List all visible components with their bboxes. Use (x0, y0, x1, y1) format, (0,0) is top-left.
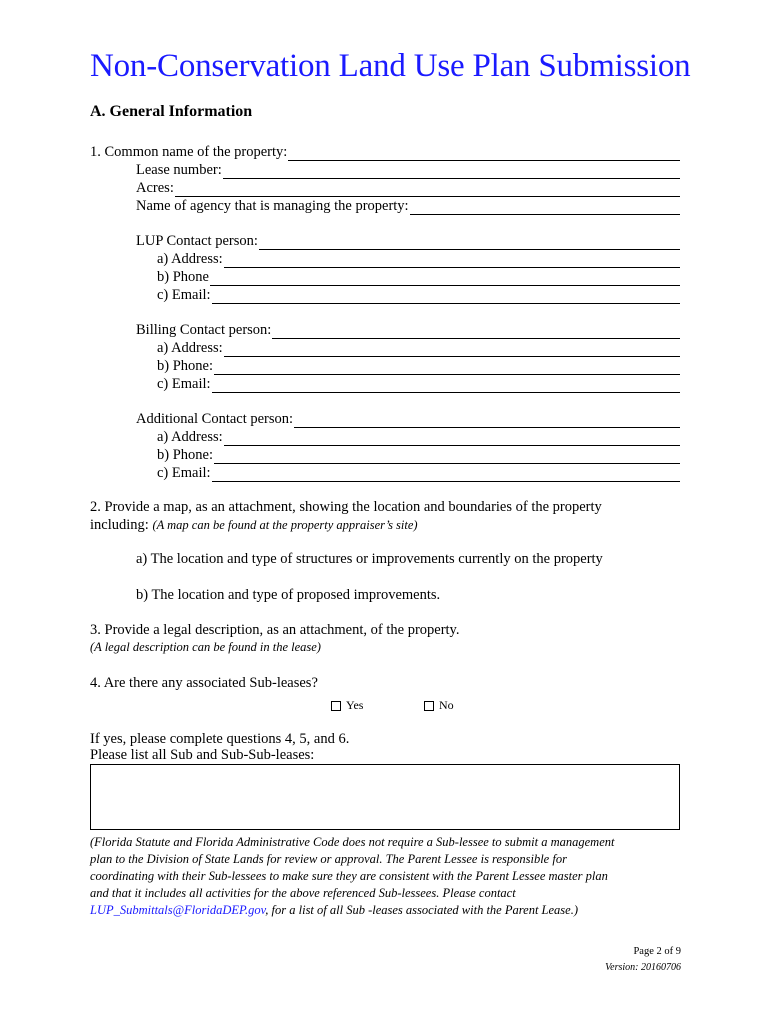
common-name-label: 1. Common name of the property: (90, 144, 288, 160)
sublease-footnote (90, 834, 690, 919)
section-a-heading: A. General Information (90, 103, 253, 120)
additional-address-label: a) Address: (157, 429, 223, 445)
billing-phone-label: b) Phone: (157, 358, 213, 374)
billing-address-line[interactable] (224, 340, 680, 357)
additional-address-field[interactable] (157, 428, 680, 446)
common-name-line[interactable] (288, 144, 680, 161)
q2-text: 2. Provide a map, as an attachment, showing the location and boundaries of the property (90, 499, 602, 515)
q2-note: (A map can be found at the property appraiser’s site) (152, 518, 418, 532)
billing-contact-line[interactable] (272, 322, 680, 339)
lup-email-label: c) Email: (157, 287, 211, 303)
lease-number-label: Lease number: (136, 162, 222, 178)
agency-line[interactable] (410, 198, 680, 215)
footnote-line-1: (Florida Statute and Florida Administrative Code does not require a Sub-lessee to submit a management (90, 835, 615, 849)
yes-checkbox[interactable] (331, 698, 363, 713)
lup-phone-line[interactable] (210, 269, 680, 286)
additional-phone-label: b) Phone: (157, 447, 213, 463)
additional-email-label: c) Email: (157, 465, 211, 481)
lup-contact-field[interactable] (136, 232, 680, 250)
billing-contact-label: Billing Contact person: (136, 322, 272, 338)
agency-label: Name of agency that is managing the property: (136, 198, 409, 214)
sublease-list-textarea[interactable] (90, 764, 680, 830)
additional-email-field[interactable] (157, 464, 680, 482)
lup-address-field[interactable] (157, 250, 680, 268)
agency-field[interactable] (136, 197, 680, 215)
additional-address-line[interactable] (224, 429, 680, 446)
billing-address-label: a) Address: (157, 340, 223, 356)
acres-label: Acres: (136, 180, 174, 196)
lup-phone-field[interactable] (157, 268, 680, 286)
additional-contact-label: Additional Contact person: (136, 411, 294, 427)
footnote-line-5-rest: , for a list of all Sub -leases associated with the Parent Lease.) (265, 903, 578, 917)
q2-text-cont (90, 517, 418, 534)
footnote-line-4: and that it includes all activities for the above referenced Sub-lessees. Please contact (90, 886, 516, 900)
lup-email-line[interactable] (212, 287, 680, 304)
additional-contact-line[interactable] (294, 411, 680, 428)
lup-address-line[interactable] (224, 251, 680, 268)
lup-contact-line[interactable] (259, 233, 680, 250)
billing-email-field[interactable] (157, 375, 680, 393)
lup-phone-label: b) Phone (157, 269, 209, 285)
q4-question: 4. Are there any associated Sub-leases? (90, 675, 318, 691)
lup-email-field[interactable] (157, 286, 680, 304)
q4-followup: If yes, please complete questions 4, 5, and 6. (90, 731, 350, 747)
lup-email-link[interactable]: LUP_Submittals@FloridaDEP.gov (90, 903, 266, 917)
lup-contact-label: LUP Contact person: (136, 233, 258, 249)
billing-phone-line[interactable] (214, 358, 680, 375)
q3-note: (A legal description can be found in the lease) (90, 640, 321, 654)
lease-number-field[interactable] (136, 161, 680, 179)
additional-email-line[interactable] (212, 465, 680, 482)
additional-phone-field[interactable] (157, 446, 680, 464)
lease-number-line[interactable] (223, 162, 680, 179)
billing-phone-field[interactable] (157, 357, 680, 375)
no-checkbox-box[interactable] (424, 701, 434, 711)
q2-item-a: a) The location and type of structures or improvements currently on the property (136, 551, 603, 567)
footnote-line-2: plan to the Division of State Lands for review or approval. The Parent Lessee is responsible for (90, 852, 567, 866)
billing-email-label: c) Email: (157, 376, 211, 392)
footnote-line-5 (90, 902, 690, 919)
no-checkbox[interactable] (424, 698, 454, 713)
q2-including: including: (90, 517, 153, 533)
acres-field[interactable] (136, 179, 680, 197)
no-label: No (439, 698, 454, 712)
acres-line[interactable] (175, 180, 680, 197)
page-number: Page 2 of 9 (633, 946, 681, 957)
page-title: Non-Conservation Land Use Plan Submission (90, 48, 691, 84)
q3-text: 3. Provide a legal description, as an attachment, of the property. (90, 622, 460, 638)
common-name-field[interactable] (90, 143, 680, 161)
q2-item-b: b) The location and type of proposed improvements. (136, 587, 441, 603)
billing-contact-field[interactable] (136, 321, 680, 339)
additional-phone-line[interactable] (214, 447, 680, 464)
yes-label: Yes (346, 698, 364, 712)
footnote-line-3: coordinating with their Sub-lessees to make sure they are consistent with the Parent Lessee master plan (90, 869, 608, 883)
sublease-list-prompt: Please list all Sub and Sub-Sub-leases: (90, 747, 315, 763)
billing-address-field[interactable] (157, 339, 680, 357)
lup-address-label: a) Address: (157, 251, 223, 267)
billing-email-line[interactable] (212, 376, 680, 393)
yes-checkbox-box[interactable] (331, 701, 341, 711)
additional-contact-field[interactable] (136, 410, 680, 428)
version-label: Version: 20160706 (605, 962, 681, 973)
